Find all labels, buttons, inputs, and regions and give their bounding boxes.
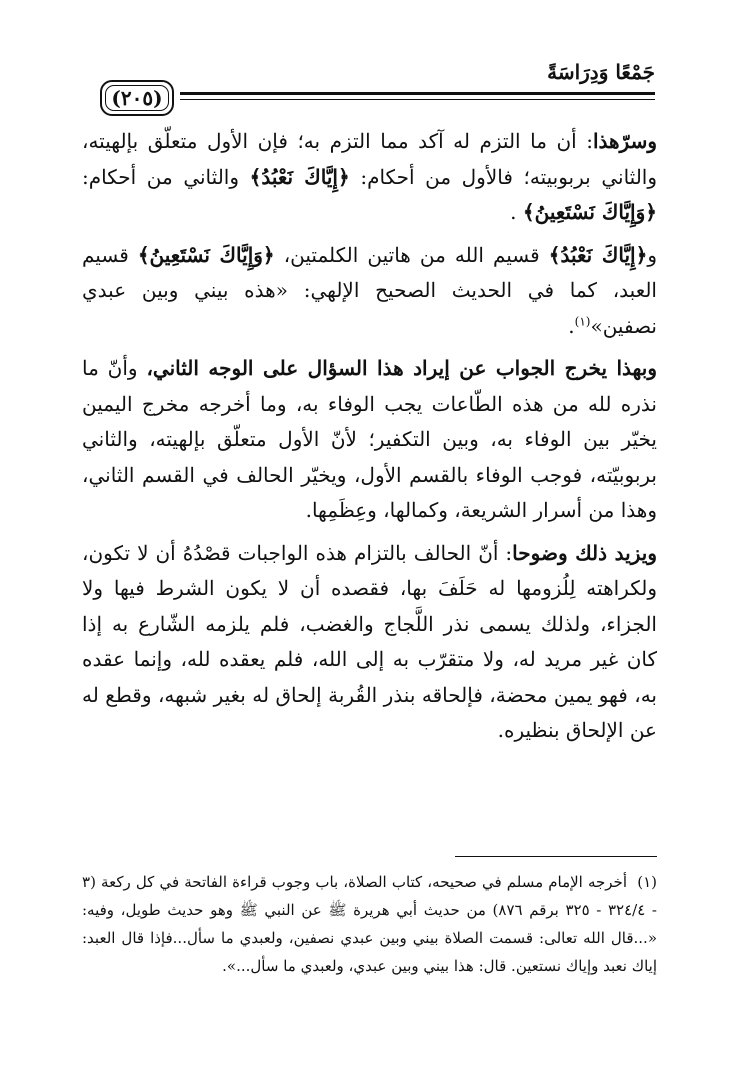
paragraph-4 — [82, 536, 657, 749]
paragraph-2-text-0: و — [647, 242, 657, 267]
main-text — [82, 124, 657, 749]
paragraph-1-text-1: : أن ما التزم له آكد مما التزم به؛ فإن الأول متعلّق بإلهيته، والثاني بربوبيته؛ فالأول من أحكام: — [82, 129, 658, 189]
footnote-number: (١) — [637, 873, 657, 891]
running-header-title: جَمْعًا وَدِرَاسَةً — [547, 60, 655, 84]
paragraph-1-text-2: والثاني من أحكام: — [82, 164, 239, 189]
footnote-reference[interactable]: (١) — [574, 313, 591, 328]
header-rule-thick — [180, 92, 655, 95]
paragraph-2-text-3: . — [568, 313, 575, 338]
paragraph-2-text-2: قسيم العبد، كما في الحديث الصحيح الإلهي: «هذه بيني وبين عبدي نصفين» — [82, 242, 657, 338]
paragraph-3-text: وأنّ ما نذره لله من هذه الطّاعات يجب الوفاء به، وما أخرجه مخرج اليمين يخيّر بين الوفاء به، وبين التكفير؛ لأنّ الأول متعلّق بإلهيته، والثاني بربوبيّته، فوجب الوفاء بالقسم الأول، ويخيّر الحالف في القسم الثاني، وهذا من أسرار الشريعة، وكمالها، وعِظَمِها. — [82, 356, 657, 522]
paragraph-2-text-1: قسيم الله من هاتين الكلمتين، — [283, 242, 540, 267]
page-number: (٢٠٥) — [111, 86, 163, 110]
paragraph-4-text: : أنّ الحالف بالتزام هذه الواجبات قصْدُهُ أن لا تكون، ولكراهته لِلُزومها له حَلَفَ بها، فقصده أن لا يكون الشرط فيها ولا الجزاء، ولذلك يسمى نذر اللَّجاج والغضب، فلم يلزمه الشّارع به إذا كان غير مريد له، ولا متقرّب به إلى الله، فلم يعقده لله، وإنما عقده به، فهو يمين محضة، فإلحاقه بنذر القُربة إلحاق له بغير شبهه، وقطع له عن الإلحاق بنظيره. — [82, 540, 657, 742]
paragraph-1 — [82, 124, 657, 231]
footnote-1 — [82, 868, 657, 980]
quran-verse-1: ﴿إِيَّاكَ نَعْبُدُ﴾ — [249, 164, 350, 189]
quran-verse-4: ﴿وَإِيَّاكَ نَسْتَعِينُ﴾ — [137, 242, 275, 267]
paragraph-2 — [82, 238, 657, 345]
page-number-frame — [100, 80, 174, 116]
paragraph-1-text-3: . — [510, 200, 517, 224]
quran-verse-2: ﴿وَإِيَّاكَ نَسْتَعِينُ﴾ — [522, 200, 657, 224]
footnote-separator — [455, 856, 657, 857]
paragraph-3 — [82, 351, 657, 529]
footnote-text: أخرجه الإمام مسلم في صحيحه، كتاب الصلاة، باب وجوب قراءة الفاتحة في كل ركعة (٣ - ٣٢٤/٤ - ٣٢٥ برقم ٨٧٦) من حديث أبي هريرة ﷺ عن النبي ﷺ وهو حديث طويل، وفيه: «...قال الله تعالى: قسمت الصلاة بيني وبين عبدي نصفين، ولعبدي ما سأل...فإذا قال العبد: إياك نعبد وإياك نستعين. قال: هذا بيني وبين عبدي، ولعبدي ما سأل...». — [82, 873, 657, 975]
header-rule-thin — [180, 99, 655, 100]
paragraph-1-lead: وسرّهذا — [592, 129, 657, 153]
paragraph-3-lead: وبهذا يخرج الجواب عن إيراد هذا السؤال على الوجه الثاني، — [146, 356, 658, 380]
quran-verse-3: ﴿إِيَّاكَ نَعْبُدُ﴾ — [548, 242, 648, 267]
paragraph-4-lead: ويزيد ذلك وضوحا — [512, 540, 657, 565]
